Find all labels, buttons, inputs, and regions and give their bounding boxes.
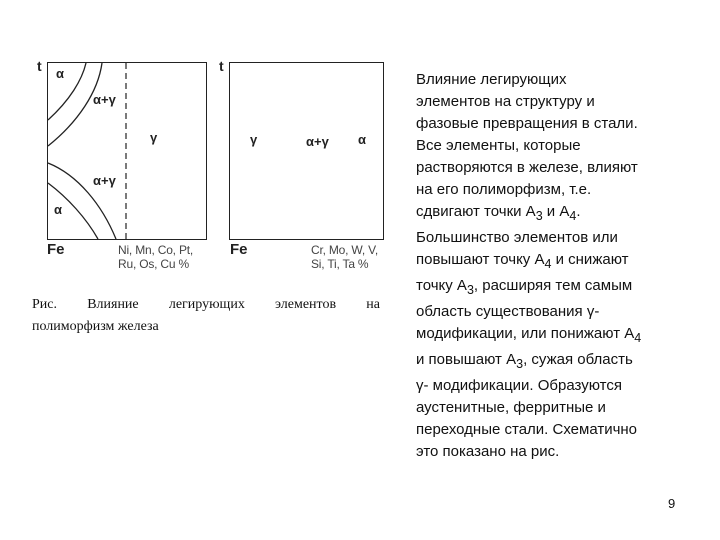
subscript: 4 [544,257,552,271]
caption-word: легирующих [168,297,245,312]
left-phase-alpha-gamma-bottom: α+γ [93,173,116,188]
page-number: 9 [668,496,676,511]
left-elements-label [118,243,193,271]
body-line: аустенитные, ферритные и [416,399,606,416]
caption-line-2: полиморфизм железа [32,319,159,334]
left-curve-alpha-top-boundary [48,63,86,120]
left-phase-alpha-bottom: α [54,202,62,217]
body-line: это показано на рис. [416,443,560,460]
left-elements-line1: Ni, Mn, Co, Pt, [118,243,194,257]
right-elements-label [311,243,378,271]
body-line [416,249,696,275]
right-phase-gamma: γ [250,132,258,147]
body-text-segment: , расширяя тем самым [473,277,633,294]
body-line: Влияние легирующих [416,71,567,88]
body-text-segment: повышают точку А [416,251,545,268]
caption-line-1 [32,294,380,316]
caption-word: Рис. [32,297,57,312]
body-line: элементов на структуру и [416,93,595,110]
left-elements-line2: Ru, Os, Cu % [118,257,189,271]
body-line: Большинство элементов или [416,229,618,246]
subscript: 4 [569,209,577,223]
right-t-axis-label: t [219,58,224,74]
body-text-segment: и повышают А [416,351,517,368]
body-line: Все элементы, которые [416,137,581,154]
caption-word: элементов [275,297,337,312]
body-line [416,201,696,227]
body-line [416,323,696,349]
body-line [416,349,696,375]
left-fe-label: Fe [47,241,65,258]
body-line: растворяются в железе, влияют [416,159,638,176]
subscript: 4 [634,331,642,345]
right-diagram-frame [229,62,384,240]
subscript: 3 [516,357,524,371]
right-elements-line1: Cr, Mo, W, V, [311,243,378,257]
body-text-segment: , сужая область [523,351,633,368]
right-phase-alpha-gamma: α+γ [306,134,329,149]
body-line: на его полиморфизм, т.е. [416,181,592,198]
body-text-segment: и снижают [551,251,629,268]
body-line: переходные стали. Схематично [416,421,638,438]
left-phase-gamma: γ [150,130,158,145]
body-text-segment: модификации, или понижают А [416,325,635,342]
caption-word: Влияние [87,297,139,312]
body-line: область существования γ- [416,303,600,320]
body-line: γ- модификации. Образуются [416,377,622,394]
left-t-axis-label: t [37,58,42,74]
subscript: 3 [535,209,543,223]
body-text-segment: . [576,203,581,220]
figure-caption [32,294,380,338]
body-text-segment: сдвигают точки А [416,203,536,220]
body-text-block [416,69,696,463]
right-elements-line2: Si, Ti, Ta % [311,257,369,271]
body-text-segment: точку А [416,277,467,294]
left-phase-alpha-top: α [56,66,64,81]
right-fe-label: Fe [230,241,248,258]
right-phase-alpha: α [358,132,366,147]
body-line: фазовые превращения в стали. [416,115,638,132]
body-line [416,275,696,301]
body-text-segment: и А [542,203,570,220]
subscript: 3 [466,283,474,297]
left-phase-alpha-gamma-top: α+γ [93,92,116,107]
caption-word: на [366,297,380,312]
